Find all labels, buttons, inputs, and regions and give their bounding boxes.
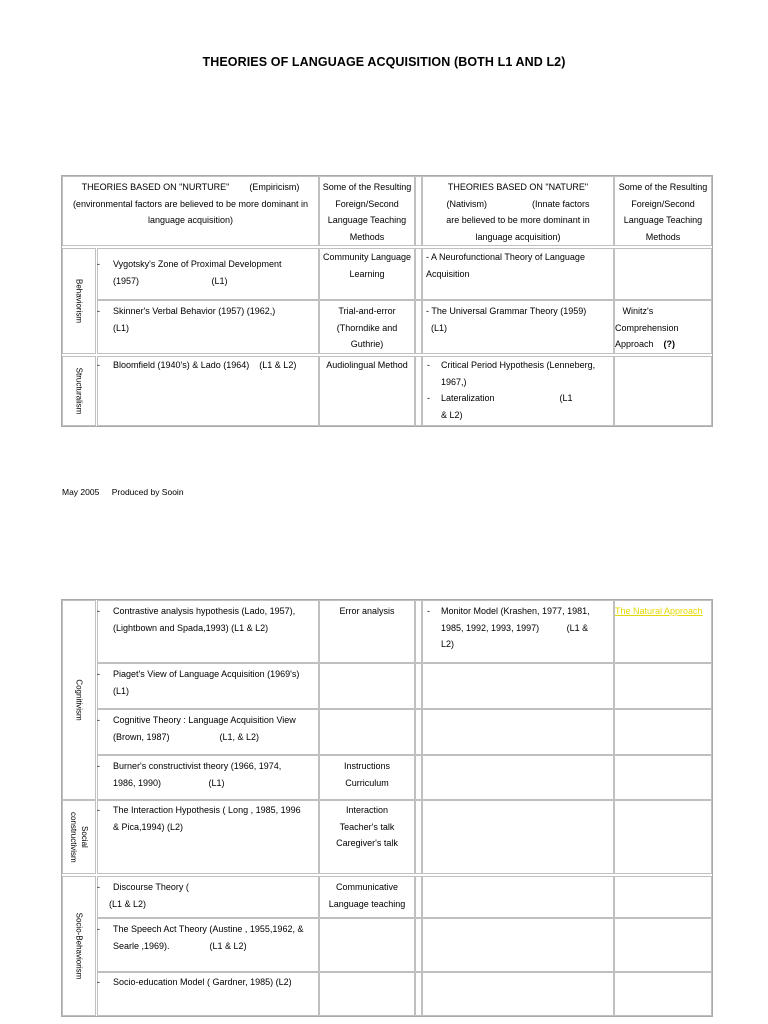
bullet: - (427, 606, 430, 616)
nature-line: L2) (441, 639, 455, 649)
nature-line: 1967,) (441, 376, 467, 387)
theory-line: Socio-education Model ( Gardner, 1985) (L2) (113, 977, 292, 987)
theory-cell (97, 755, 319, 800)
theory-cell (97, 972, 319, 1016)
method2-cell (614, 300, 712, 354)
theory-line: (Lightbown and Spada,1993) (L1 & L2) (113, 622, 269, 633)
theory-line: Discourse Theory ( (113, 882, 189, 892)
theory-line: The Speech Act Theory (Austine , 1955,1962, & (113, 924, 304, 934)
page-footer (62, 487, 184, 497)
spacer-cell (415, 300, 422, 354)
method-line: Instructions (343, 761, 391, 771)
theory-line: Vygotsky's Zone of Proximal Development (113, 259, 282, 269)
group-cell-social-constructivism (62, 800, 96, 874)
spacer-cell (415, 800, 422, 874)
method-line: Guthrie) (350, 339, 384, 349)
theory-cell (97, 600, 319, 663)
methods-header-line: Methods (349, 231, 385, 242)
bullet: - (97, 360, 100, 370)
spacer-cell (415, 972, 422, 1016)
bullet: - (97, 882, 100, 892)
group-label: Cognitivism (74, 679, 84, 721)
methods-header-cell (319, 176, 415, 246)
theory-cell (97, 248, 319, 300)
nature-header-line: language acquisition) (475, 231, 561, 242)
bullet: - (97, 924, 100, 934)
group-cell-socio-behaviorism (62, 876, 96, 1016)
footer-credit: Produced by Sooin (111, 487, 184, 497)
method-cell (319, 709, 415, 755)
method-cell (319, 876, 415, 918)
spacer-cell (415, 356, 422, 426)
theory-cell (97, 709, 319, 755)
nature-line: 1985, 1992, 1993, 1997) (L1 & (441, 622, 589, 633)
bullet: - (97, 669, 100, 679)
theory-line: Contrastive analysis hypothesis (Lado, 1957), (113, 606, 296, 616)
nurture-header-line: THEORIES BASED ON "NURTURE" (Empiricism) (81, 182, 300, 192)
spacer-cell (415, 876, 422, 918)
method-line: Caregiver's talk (336, 838, 398, 848)
nurture-header-line: (environmental factors are believed to be more dominant in (72, 198, 309, 209)
method-line: Interaction (345, 805, 389, 815)
method-line: Communicative (335, 882, 399, 892)
theory-line: Piaget's View of Language Acquisition (1969's) (113, 669, 300, 679)
group-label: Behaviorism (74, 278, 84, 324)
methods-header-cell-2 (614, 176, 712, 246)
bullet: - (97, 715, 100, 725)
method2-cell (614, 600, 712, 663)
method-line: Error analysis (339, 606, 395, 616)
nature-header-cell (422, 176, 614, 246)
nature-line: & L2) (441, 409, 463, 420)
nature-line: (L1) (426, 322, 448, 333)
method-cell (319, 755, 415, 800)
methods-header-line: Foreign/Second (335, 198, 399, 209)
method2-cell (614, 918, 712, 972)
nature-line: Lateralization (L1 (441, 393, 573, 403)
method-line: Language teaching (328, 898, 406, 909)
theory-cell (97, 876, 319, 918)
theory-cell (97, 800, 319, 874)
group-cell-behaviorism (62, 248, 96, 354)
theory-line: Cognitive Theory : Language Acquisition View (113, 715, 296, 725)
nature-header-line: (Nativism) (Innate factors (446, 198, 590, 209)
theory-line: The Interaction Hypothesis ( Long , 1985, 1996 (113, 805, 301, 815)
methods-header-line: Language Teaching (623, 215, 703, 225)
group-label: Socio-Behaviorism (74, 912, 84, 980)
theory-cell (97, 356, 319, 426)
method-line: Learning (349, 268, 385, 279)
theory-line: (L1 & L2) (109, 898, 147, 909)
page-title: THEORIES OF LANGUAGE ACQUISITION (BOTH L1 AND L2) (202, 55, 566, 69)
theory-cell (97, 663, 319, 709)
method-cell (319, 356, 415, 426)
group-cell-cognitivism (62, 600, 96, 800)
method-cell (319, 918, 415, 972)
bullet: - (427, 360, 430, 370)
method-cell (319, 248, 415, 300)
method-cell (319, 972, 415, 1016)
group-label: Social constructivism (69, 811, 89, 863)
method2-cell (614, 876, 712, 918)
method2-line: Approach (615, 339, 654, 349)
spacer-cell (415, 600, 422, 663)
nature-cell (422, 356, 614, 426)
nature-cell (422, 876, 614, 918)
spacer-cell (415, 755, 422, 800)
method2-cell (614, 800, 712, 874)
methods-header-line: Foreign/Second (631, 198, 695, 209)
theories-table-2 (61, 599, 713, 1017)
method-line: Community Language (322, 252, 412, 262)
method-cell (319, 800, 415, 874)
nature-cell (422, 663, 614, 709)
spacer-cell (415, 709, 422, 755)
theory-line: Bloomfield (1940's) & Lado (1964) (L1 & L2) (113, 360, 297, 370)
method2-cell (614, 663, 712, 709)
nature-line: - A Neurofunctional Theory of Language (426, 252, 585, 262)
nature-header-line: THEORIES BASED ON "NATURE" (447, 182, 589, 192)
bullet: - (97, 606, 100, 616)
bullet: - (97, 805, 100, 815)
question-mark: (?) (663, 339, 676, 349)
theories-table-1 (61, 175, 713, 427)
group-cell-structuralism (62, 356, 96, 426)
nature-cell (422, 248, 614, 300)
methods-header-line: Language Teaching (327, 215, 407, 225)
nature-cell (422, 709, 614, 755)
theory-line: Burner's constructivist theory (1966, 1974, (113, 761, 282, 771)
nature-cell (422, 755, 614, 800)
nature-cell (422, 800, 614, 874)
method-cell (319, 300, 415, 354)
method2-cell (614, 755, 712, 800)
methods-header-line: Some of the Resulting (322, 182, 412, 192)
bullet: - (97, 977, 100, 987)
theory-line: (L1) (113, 685, 130, 696)
theory-line: (Brown, 1987) (L1, & L2) (113, 731, 260, 742)
method-line: Trial-and-error (338, 306, 396, 316)
method-cell (319, 600, 415, 663)
nurture-header-line: language acquisition) (147, 215, 234, 225)
method-line: Teacher's talk (339, 821, 395, 832)
nature-line: Acquisition (426, 268, 470, 279)
methods-header-line: Some of the Resulting (618, 182, 708, 192)
footer-date: May 2005 (62, 487, 100, 497)
nature-line: Critical Period Hypothesis (Lenneberg, (441, 360, 596, 370)
theory-cell (97, 300, 319, 354)
nature-line: Monitor Model (Krashen, 1977, 1981, (441, 606, 590, 616)
bullet: - (97, 259, 100, 269)
nature-header-line: are believed to be more dominant in (446, 215, 590, 225)
bullet: - (97, 761, 100, 771)
method2-cell (614, 972, 712, 1016)
method2-cell (614, 248, 712, 300)
nature-line: - The Universal Grammar Theory (1959) (426, 306, 587, 316)
method2-line: Winitz's (615, 306, 654, 316)
nature-cell (422, 300, 614, 354)
theory-cell (97, 918, 319, 972)
method-line: Curriculum (345, 777, 389, 788)
theory-line: (1957) (L1) (113, 275, 228, 286)
methods-header-line: Methods (645, 231, 681, 242)
spacer-cell (415, 248, 422, 300)
theory-line: Skinner's Verbal Behavior (1957) (1962,) (113, 306, 276, 316)
method2-cell (614, 709, 712, 755)
method-cell (319, 663, 415, 709)
method2-cell (614, 356, 712, 426)
theory-line: 1986, 1990) (L1) (113, 777, 225, 788)
method2-line: Comprehension (615, 322, 679, 333)
natural-approach-link[interactable]: The Natural Approach (615, 606, 703, 616)
nature-cell (422, 600, 614, 663)
spacer-cell (415, 663, 422, 709)
theory-line: & Pica,1994) (L2) (113, 821, 184, 832)
theory-line: (L1) (113, 322, 130, 333)
spacer-cell (415, 918, 422, 972)
method-line: Audiolingual Method (326, 360, 408, 370)
method-line: (Thorndike and (336, 322, 398, 333)
group-label: Structuralism (74, 367, 84, 415)
nature-cell (422, 918, 614, 972)
nurture-header-cell (62, 176, 319, 246)
theory-line: Searle ,1969). (L1 & L2) (113, 940, 247, 951)
nature-cell (422, 972, 614, 1016)
spacer-cell (415, 176, 422, 246)
bullet: - (97, 306, 100, 316)
bullet: - (427, 393, 430, 403)
